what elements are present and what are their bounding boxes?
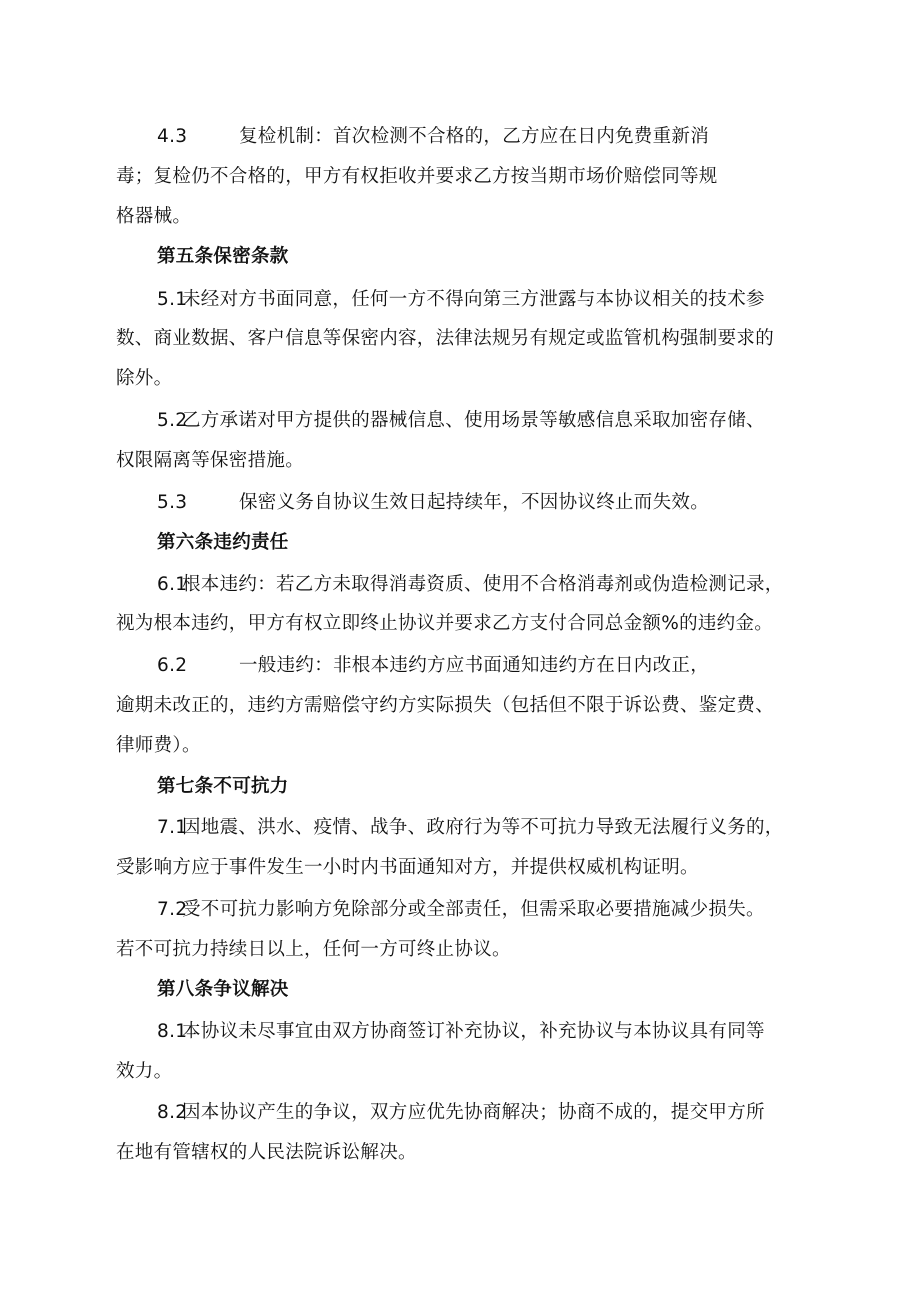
clause-8-2-line-1 [157,1100,765,1126]
section-7-heading: 第七条不可抗力 [157,776,289,797]
clause-text: 未经对方书面同意，任何一方不得向第三方泄露与本协议相关的技术参 [182,289,765,310]
clause-8-2-line-2: 在地有管辖权的人民法院诉讼解决。 [116,1142,417,1163]
clause-number: 8.2 [157,1102,188,1123]
clause-4-3-line-3: 格器械。 [116,206,192,227]
clause-5-1-line-2: 数、商业数据、客户信息等保密内容，法律法规另有规定或监管机构强制要求的 [116,328,775,349]
clause-number: 5.1 [157,289,188,310]
section-5-heading: 第五条保密条款 [157,246,289,267]
clause-5-1-line-1 [157,287,765,313]
clause-4-3-line-2: 毒；复检仍不合格的，甲方有权拒收并要求乙方按当期市场价赔偿同等规 [116,166,718,187]
clause-8-1-line-2: 效力。 [116,1061,173,1082]
clause-5-1-line-3: 除外。 [116,368,173,389]
clause-text: 乙方承诺对甲方提供的器械信息、使用场景等敏感信息采取加密存储、 [182,410,765,431]
clause-number: 5.2 [157,410,188,431]
clause-8-1-line-1 [157,1019,765,1045]
clause-7-2-line-2: 若不可抗力持续日以上，任何一方可终止协议。 [116,939,511,960]
clause-number: 5.3 [157,492,188,513]
clause-number: 7.1 [157,817,188,838]
clause-5-2-line-1 [157,408,765,434]
clause-text: 一般违约：非根本违约方应书面通知违约方在日内改正， [239,655,710,676]
section-8-heading: 第八条争议解决 [157,979,289,1000]
clause-text: 保密义务自协议生效日起持续年，不因协议终止而失效。 [239,492,710,513]
clause-6-2-line-3: 律师费）。 [116,735,201,756]
clause-text: 受不可抗力影响方免除部分或全部责任，但需采取必要措施减少损失。 [182,899,765,920]
clause-text: 复检机制：首次检测不合格的，乙方应在日内免费重新消 [239,126,710,147]
clause-number: 7.2 [157,899,188,920]
clause-text: 因地震、洪水、疫情、战争、政府行为等不可抗力导致无法履行义务的， [182,817,784,838]
clause-6-1-line-2: 视为根本违约，甲方有权立即终止协议并要求乙方支付合同总金额%的违约金。 [116,613,774,634]
clause-text: 本协议未尽事宜由双方协商签订补充协议，补充协议与本协议具有同等 [182,1021,765,1042]
clause-7-1-line-1 [157,815,784,841]
clause-7-2-line-1 [157,897,765,923]
clause-number: 8.1 [157,1021,188,1042]
clause-4-3-line-1 [157,124,709,150]
clause-number: 4.3 [157,126,188,147]
clause-text: 根本违约：若乙方未取得消毒资质、使用不合格消毒剂或伪造检测记录， [182,574,784,595]
clause-6-2-line-2: 逾期未改正的，违约方需赔偿守约方实际损失（包括但不限于诉讼费、鉴定费、 [116,695,775,716]
clause-5-2-line-2: 权限隔离等保密措施。 [116,450,305,471]
clause-6-2-line-1 [157,653,709,679]
clause-7-1-line-2: 受影响方应于事件发生一小时内书面通知对方，并提供权威机构证明。 [116,857,699,878]
clause-number: 6.2 [157,655,188,676]
clause-text: 因本协议产生的争议，双方应优先协商解决；协商不成的，提交甲方所 [182,1102,765,1123]
clause-6-1-line-1 [157,572,784,598]
clause-number: 6.1 [157,574,188,595]
clause-5-3-line-1 [157,490,709,516]
section-6-heading: 第六条违约责任 [157,532,289,553]
